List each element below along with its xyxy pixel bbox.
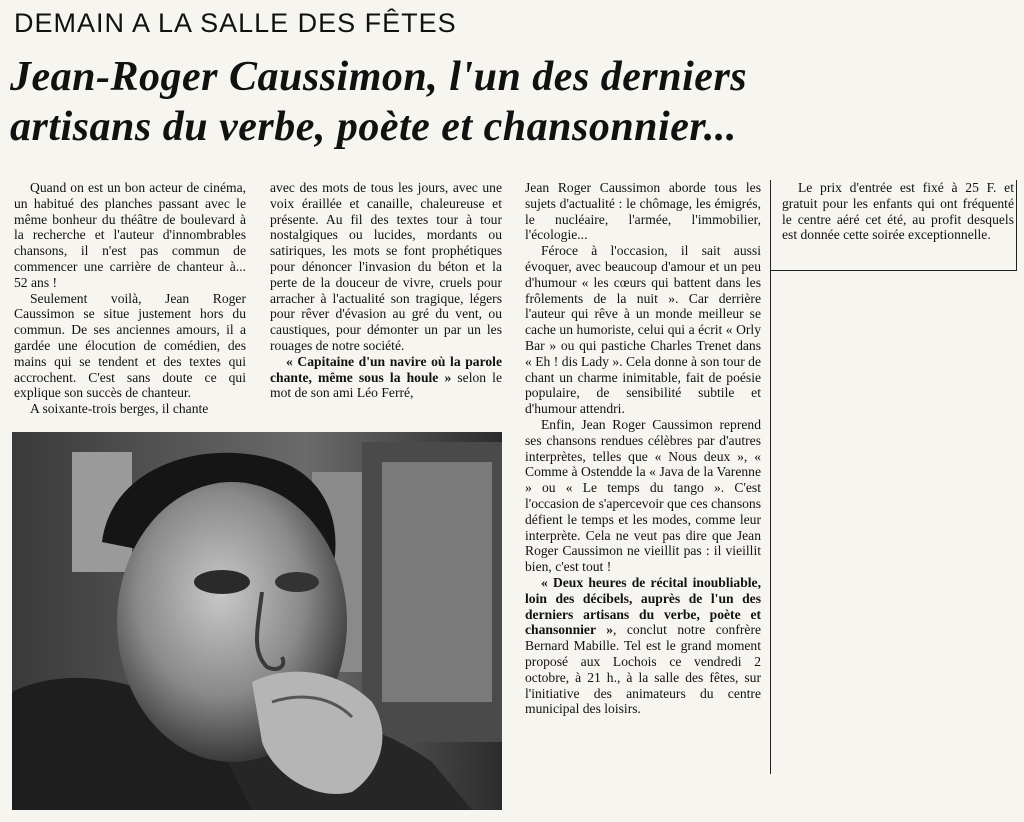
column-1 — [14, 180, 246, 417]
portrait-photo — [12, 432, 502, 810]
column-rule-right — [1016, 180, 1017, 270]
headline — [10, 52, 1014, 152]
col3-paragraph-3: Enfin, Jean Roger Caussimon reprend ses chansons rendues célèbres par d'autres interprètes, telles que « Nous deux », « Comme à Ostendde la « Java de la Varenne » ou « Le temps du tango ». C'est l'occasion de s'apercevoir que ces chansons défient le temps et les modes, comme leur interprète. Cela ne veut pas dire que Jean Roger Caussimon ne vieillit pas : il vieillit bien, c'est tout ! — [525, 416, 761, 575]
col1-paragraph-1: Quand on est un bon acteur de cinéma, un habitué des planches passant avec le même bonheur du théâtre de boulevard à la recherche et l'auteur d'innombrables chansons, il n'est pas commun de commencer une carrière de chanteur à... 52 ans ! — [14, 180, 246, 290]
column-2 — [270, 180, 502, 401]
col3-paragraph-1: Jean Roger Caussimon aborde tous les sujets d'actualité : le chômage, les émigrés, le nucléaire, l'armée, l'immobilier, l'écologie... — [525, 180, 761, 243]
col2-quote: « Capitaine d'un navire où la parole chante, même sous la houle » — [270, 353, 502, 385]
column-4 — [782, 180, 1014, 243]
col1-paragraph-3: A soixante-trois berges, il chante — [30, 401, 209, 417]
col3-quote-tail: , conclut notre confrère Bernard Mabille. Tel est le grand moment proposé aux Lochois ce vendredi 2 octobre, à 21 h., à la salle des fêtes, sur l'initiative des animateurs du centre municipal des loisirs. — [525, 622, 762, 717]
col3-paragraph-4 — [525, 575, 761, 717]
col4-paragraph: Le prix d'entrée est fixé à 25 F. et gratuit pour les enfants qui ont fréquenté le centre aéré cet été, au profit desquels est donnée cette soirée exceptionnelle. — [782, 180, 1014, 243]
box-rule-top — [770, 270, 1017, 271]
col3-quote: « Deux heures de récital inoubliable, loin des décibels, auprès de l'un des derniers artisans du verbe, poète et chansonnier » — [525, 574, 761, 638]
headline-line-1: Jean-Roger Caussimon, l'un des derniers — [10, 54, 748, 100]
col2-quote-paragraph — [270, 354, 502, 401]
col3-paragraph-2: Féroce à l'occasion, il sait aussi évoquer, avec beaucoup d'amour et un peu d'humour « les cœurs qui battent dans les frôlements de la nuit ». Car derrière l'auteur qui rêve à un monde meilleur se cache un humoriste, celui qui a écrit « Orly Bar » ou qui pastiche Charles Trenet dans « Eh ! dis Lady ». Cela donne à son tour de chant un charme inimitable, fait de poésie populaire, de sensibilité subtile et d'humour attendri. — [525, 243, 761, 417]
column-3 — [525, 180, 761, 717]
kicker: DEMAIN A LA SALLE DES FÊTES — [14, 8, 457, 38]
col1-paragraph-2: Seulement voilà, Jean Roger Caussimon se situe justement hors du commun. De ses anciennes amours, il a gardée une élocution de comédien, des mains qui se tendent et des textes qui accrochent. C'est sans doute ce qui explique son succès de chanteur. — [14, 290, 246, 401]
headline-line-2: artisans du verbe, poète et chansonnier... — [10, 104, 737, 150]
col2-paragraph-1: avec des mots de tous les jours, avec une voix éraillée et canaille, chaleureuse et présente. Au fil des textes tour à tour nostalgiques ou lucides, mordants ou satiriques, les mots se font prophétiques pour dénoncer l'invasion du béton et la perte de la douceur de vivre, cruels pour arracher à l'actualité son tragique, légers pour rêver d'évasion au gré du vent, ou caustiques, pour démonter un par un les rouages de notre société. — [270, 180, 502, 353]
col2-quote-tail: selon le mot de son ami Léo Ferré, — [270, 369, 502, 401]
